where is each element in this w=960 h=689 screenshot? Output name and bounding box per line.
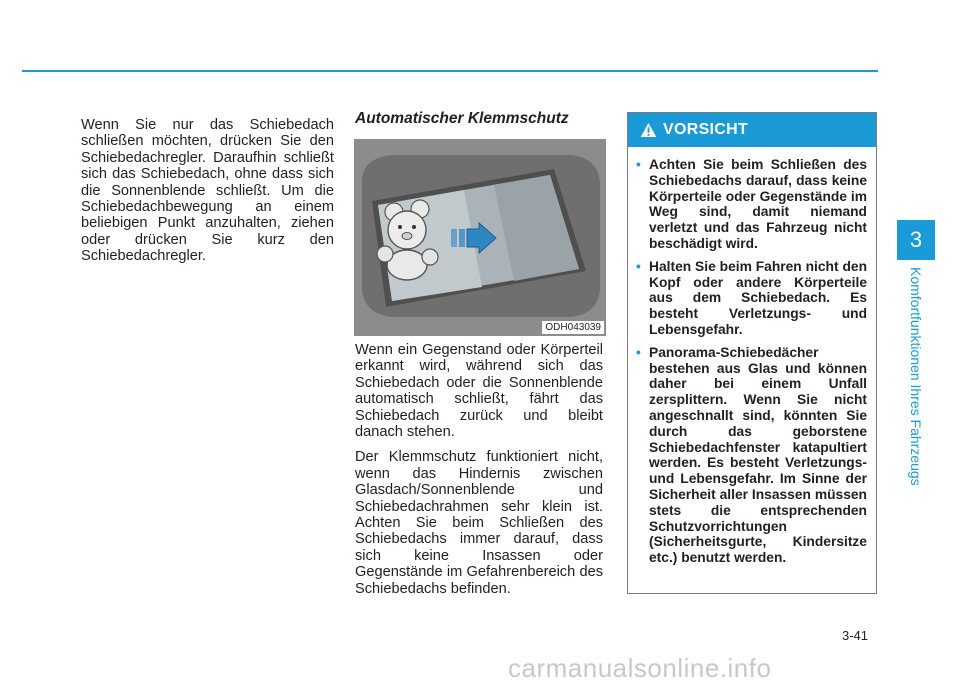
figure-code: ODH043039 (542, 321, 604, 334)
caution-item-text: Halten Sie beim Fahren nicht den Kopf oder andere Körperteile aus dem Schiebedach. Es besteht Verletzungs- und Lebensgefahr. (649, 258, 867, 337)
watermark: carmanualsonline.info (508, 653, 772, 683)
caution-list (628, 147, 876, 566)
sunroof-illustration (354, 139, 606, 336)
bullet-icon: • (636, 344, 641, 360)
section-paragraph-2: Der Klemmschutz funktioniert nicht, wenn das Hindernis zwischen Glasdach/Sonnenblende und Schiebedachrahmen sehr klein ist. Achten Sie beim Schließen des Schiebedachs immer darauf, dass sich keine Insassen oder Gegenstände im Gefahrenbereich des Schiebedachs befinden. (355, 449, 603, 597)
section-paragraph-1: Wenn ein Gegenstand oder Körperteil erkannt wird, während sich das Schiebedach oder die Sonnenblende automatisch schließt, fährt das Schiebedach zurück und bleibt danach stehen. (355, 342, 603, 441)
caution-item-3 (636, 344, 867, 566)
bullet-icon: • (636, 258, 641, 274)
caution-box (627, 112, 877, 594)
caution-item-text: Achten Sie beim Schließen des Schiebedachs darauf, dass keine Körperteile oder Gegenstände im Weg sind, damit niemand verletzt und das Fahrzeug nicht beschädigt wird. (649, 157, 867, 251)
top-rule (22, 70, 878, 72)
caution-item-1 (636, 157, 867, 252)
bullet-icon: • (636, 157, 641, 172)
caution-title: VORSICHT (663, 121, 749, 138)
caution-item-text: Panorama-Schiebedächer bestehen aus Glas und können daher bei einem Unfall zersplittern. Wenn Sie nicht angeschnallt sind, könnten Sie durch das geborstene Schiebedachfenster katapultiert werden. Es besteht Verletzungs- und Lebensgefahr. Im Sinne der Sicherheit aller Insassen müssen stets die entsprechenden Schutzvorrichtungen (Sicherheitsgurte, Kindersitze etc.) benutzt werden. (649, 344, 867, 566)
caution-item-2 (636, 258, 867, 338)
right-column (355, 342, 603, 606)
chapter-tab: 3 (897, 220, 935, 260)
left-column (81, 117, 334, 274)
left-paragraph: Wenn Sie nur das Schiebedach schließen möchten, drücken Sie den Schiebedachregler. Daraufhin schließt sich das Schiebedach, ohne dass sich die Sonnenblende schließt. Um die Schiebedachbewegung an einem beliebigen Punkt anzuhalten, ziehen oder drücken Sie kurz den Schiebedachregler. (81, 117, 334, 265)
sunroof-figure (354, 139, 606, 336)
warning-icon (640, 122, 657, 138)
section-heading: Automatischer Klemmschutz (355, 110, 569, 127)
page-number: 3-41 (842, 628, 869, 643)
chapter-label: Komfortfunktionen Ihres Fahrzeugs (908, 267, 924, 486)
caution-header (628, 113, 876, 147)
